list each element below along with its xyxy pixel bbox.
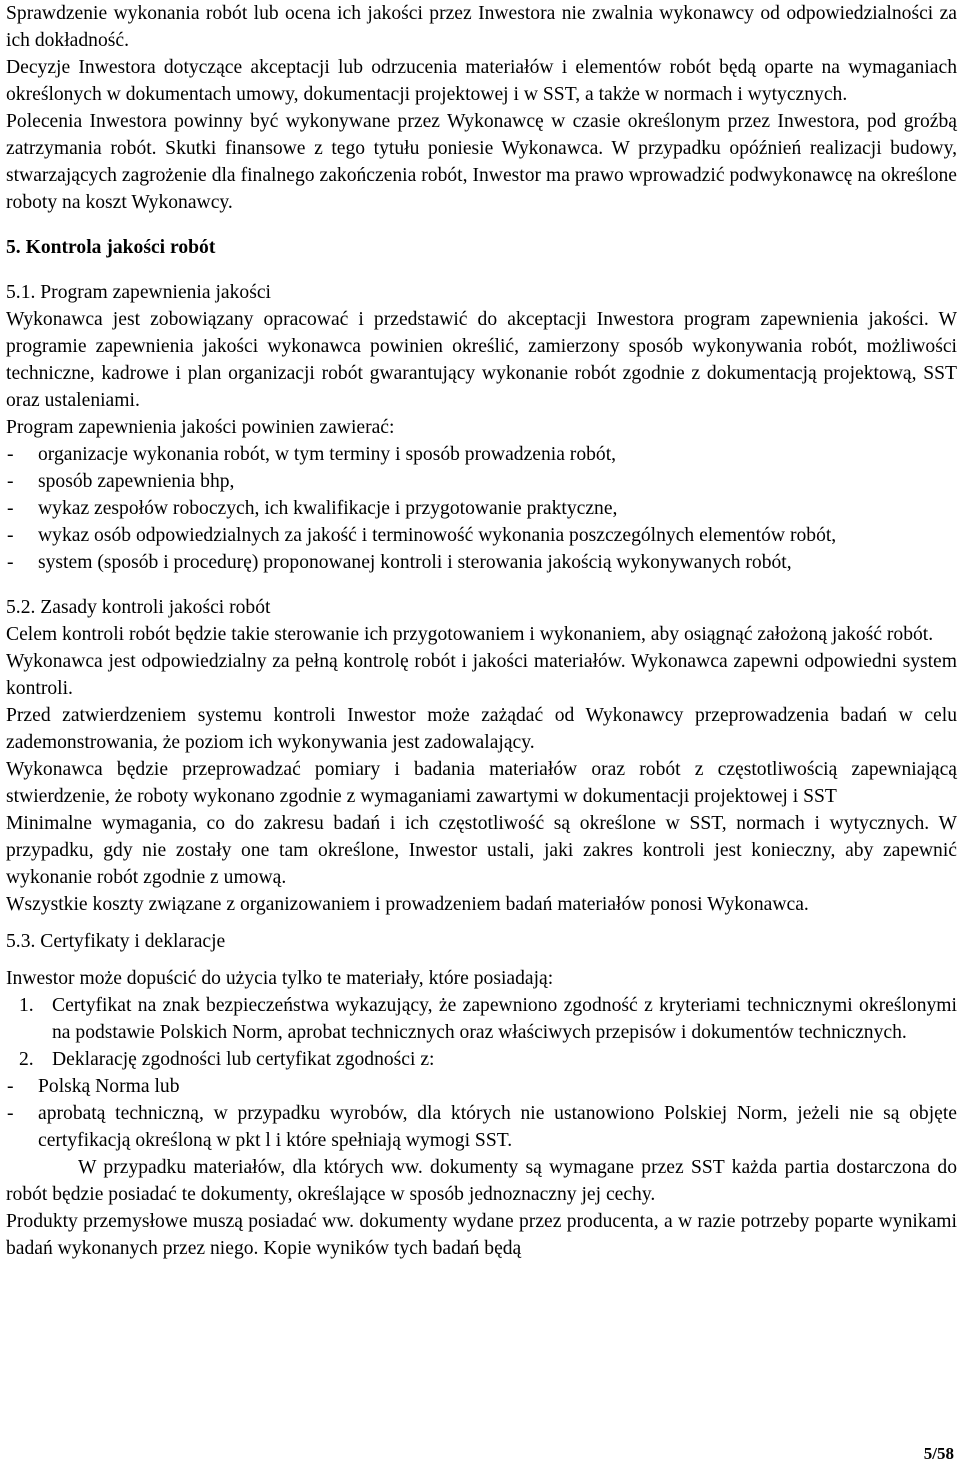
section-5-3-paragraph-1: Inwestor może dopuścić do użycia tylko te materiały, które posiadają: — [6, 968, 554, 989]
section-5-1-paragraph-1: Wykonawca jest zobowiązany opracować i przedstawić do akceptacji Inwestora program zapewnienia jakości. W programie zapewnienia jakości wykonawca powinien określić, zamierzony sposób wykonywania robót, możliwości techniczne, kadrowe i plan organizacji robót gwarantujący wykonanie robót zgodnie z dokumentacją projektową, SST oraz ustaleniami. — [6, 309, 957, 411]
list-item: - organizacje wykonania robót, w tym terminy i sposób prowadzenia robót, — [7, 444, 617, 465]
declaration-sub-list — [6, 1073, 957, 1154]
list-item: 1. Certyfikat na znak bezpieczeństwa wykazujący, że zapewniono zgodność z kryteriami technicznymi określonymi na podstawie Polskich Norm, aprobat technicznych oraz właściwych przepisów i dokumentów technicznych. — [19, 995, 957, 1043]
section-5-3-paragraph-3: Produkty przemysłowe muszą posiadać ww. dokumenty wydane przez producenta, a w razie potrzeby poparte wynikami badań wykonanych przez niego. Kopie wyników tych badań będą — [6, 1211, 957, 1259]
spacer — [6, 955, 957, 965]
list-item: - wykaz zespołów roboczych, ich kwalifikacje i przygotowanie praktyczne, — [7, 498, 618, 519]
spacer — [6, 918, 957, 928]
list-item: - wykaz osób odpowiedzialnych za jakość i terminowość wykonania poszczególnych elementów robót, — [7, 525, 837, 546]
section-5-1-paragraph-2: Program zapewnienia jakości powinien zawierać: — [6, 417, 395, 438]
intro-paragraph-3: Polecenia Inwestora powinny być wykonywane przez Wykonawcę w czasie określonym przez Inwestora, pod groźbą zatrzymania robót. Skutki finansowe z tego tytułu poniesie Wykonawca. W przypadku opóźnień realizacji budowy, stwarzających zagrożenie dla finalnego zakończenia robót, Inwestor ma prawo wprowadzić podwykonawcę na określone roboty na koszt Wykonawcy. — [6, 111, 957, 213]
quality-program-list — [6, 441, 957, 576]
page-number: 5/58 — [923, 1444, 954, 1463]
section-5-2-paragraph-2: Wykonawca jest odpowiedzialny za pełną kontrolę robót i jakości materiałów. Wykonawca zapewni odpowiedni system kontroli. — [6, 651, 957, 699]
section-5-title: 5. Kontrola jakości robót — [6, 237, 216, 258]
list-item: - sposób zapewnienia bhp, — [7, 471, 235, 492]
section-5-2-paragraph-4: Wykonawca będzie przeprowadzać pomiary i badania materiałów oraz robót z częstotliwością zapewniającą stwierdzenie, że roboty wykonano zgodnie z wymaganiami zawartymi w dokumentacji projektowej i SST — [6, 759, 957, 807]
spacer — [6, 261, 957, 279]
list-item: - Polską Norma lub — [7, 1076, 180, 1097]
intro-paragraph-2: Decyzje Inwestora dotyczące akceptacji lub odrzucenia materiałów i elementów robót będą oparte na wymaganiach określonych w dokumentach umowy, dokumentacji projektowej i w SST, a także w normach i wytycznych. — [6, 57, 957, 105]
section-5-2-paragraph-5: Minimalne wymagania, co do zakresu badań i ich częstotliwość są określone w SST, normach i wytycznych. W przypadku, gdy nie zostały one tam określone, Inwestor ustali, jaki zakres kontroli jest konieczny, aby zapewnić wykonanie robót zgodnie z umową. — [6, 813, 957, 888]
spacer — [6, 576, 957, 594]
section-5-2-title: 5.2. Zasady kontroli jakości robót — [6, 597, 271, 618]
list-item: 2. Deklarację zgodności lub certyfikat zgodności z: — [19, 1049, 435, 1070]
section-5-2-paragraph-1: Celem kontroli robót będzie takie sterowanie ich przygotowaniem i wykonaniem, aby osiągnąć założoną jakość robót. — [6, 624, 934, 645]
section-5-3-title: 5.3. Certyfikaty i deklaracje — [6, 931, 226, 952]
intro-paragraph-1: Sprawdzenie wykonania robót lub ocena ich jakości przez Inwestora nie zwalnia wykonawcy od odpowiedzialności za ich dokładność. — [6, 3, 957, 51]
section-5-2-paragraph-6: Wszystkie koszty związane z organizowaniem i prowadzeniem badań materiałów ponosi Wykonawca. — [6, 894, 809, 915]
document-page — [6, 0, 957, 1262]
list-item: - aprobatą techniczną, w przypadku wyrobów, dla których nie ustanowiono Polskiej Norm, jeżeli nie są objęte certyfikacją określoną w pkt l i które spełniają wymogi SST. — [7, 1103, 957, 1151]
section-5-1-title: 5.1. Program zapewnienia jakości — [6, 282, 271, 303]
spacer — [6, 216, 957, 234]
list-item: - system (sposób i procedurę) proponowanej kontroli i sterowania jakością wykonywanych robót, — [7, 552, 792, 573]
certificates-list — [6, 992, 957, 1073]
section-5-3-paragraph-2: W przypadku materiałów, dla których ww. dokumenty są wymagane przez SST każda partia dostarczona do robót będzie posiadać te dokumenty, określające w sposób jednoznaczny jej cechy. — [6, 1157, 957, 1205]
section-5-2-paragraph-3: Przed zatwierdzeniem systemu kontroli Inwestor może zażądać od Wykonawcy przeprowadzenia badań w celu zademonstrowania, że poziom ich wykonywania jest zadowalający. — [6, 705, 957, 753]
